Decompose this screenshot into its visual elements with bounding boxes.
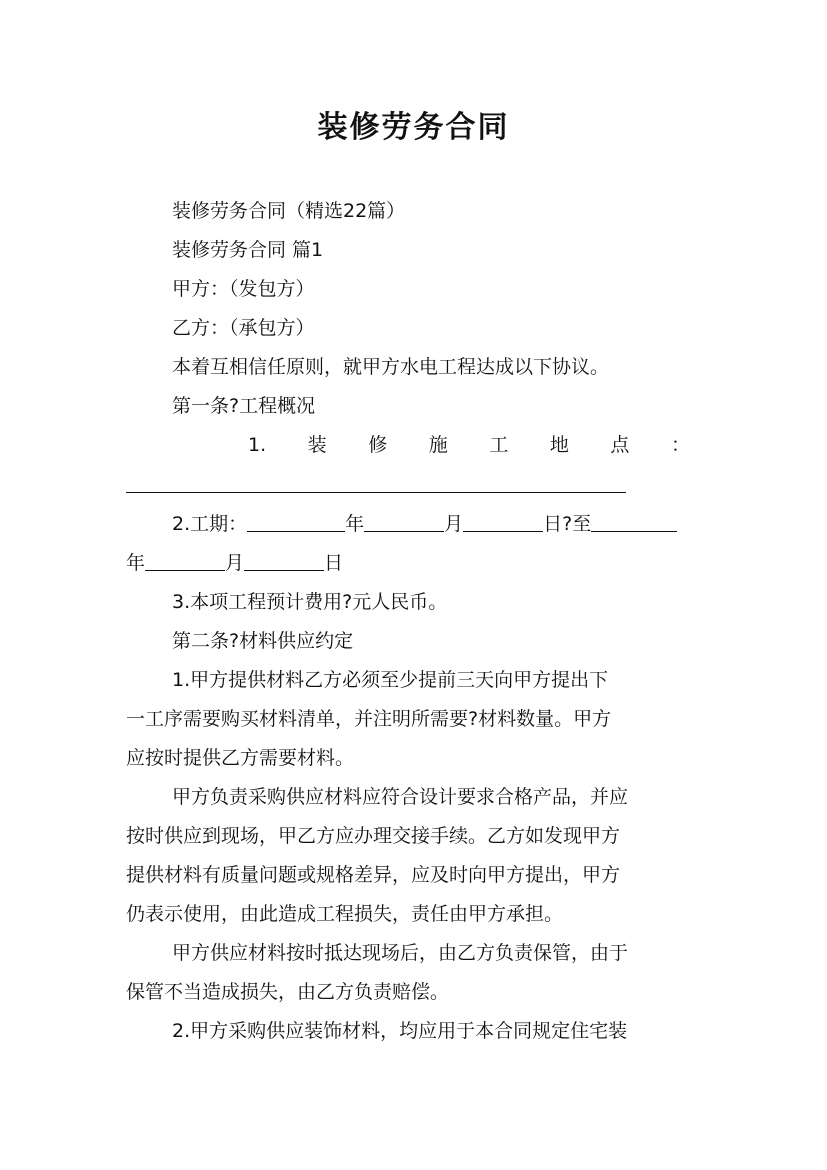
intro-line: 本着互相信任原则，就甲方水电工程达成以下协议。 [172, 356, 610, 378]
duration-line-2 [126, 548, 702, 578]
cost-line: 3.本项工程预计费用?元人民币。 [172, 591, 448, 613]
duration-label: 2.工期： [172, 513, 248, 535]
party-a-line: 甲方：（发包方） [172, 278, 315, 300]
site-word: 修 [368, 434, 388, 456]
site-word: 施 [428, 434, 448, 456]
year-label: 年 [126, 552, 146, 574]
site-blank [126, 466, 626, 493]
subtitle-line: 装修劳务合同（精选22篇） [172, 200, 406, 222]
paragraph-line: 保管不当造成损失，由乙方负责赔偿。 [126, 981, 450, 1003]
blank [463, 511, 543, 532]
site-word: ： [670, 434, 690, 456]
blank [244, 550, 324, 571]
site-word: 装 [307, 434, 327, 456]
document-title: 装修劳务合同 [317, 110, 510, 145]
paragraph-line: 2.甲方采购供应装饰材料，均应用于本合同规定住宅装 [172, 1020, 628, 1042]
construction-site-line [248, 430, 690, 460]
blank [591, 511, 677, 532]
paragraph-line: 仍表示使用，由此造成工程损失，责任由甲方承担。 [126, 903, 564, 925]
site-word: 1. [248, 434, 267, 456]
duration-line [172, 509, 702, 539]
paragraph-line: 提供材料有质量问题或规格差异，应及时向甲方提出，甲方 [126, 864, 621, 886]
blank [364, 511, 444, 532]
blank [145, 550, 225, 571]
day-to-label: 日?至 [543, 513, 592, 535]
article-two-heading: 第二条?材料供应约定 [172, 630, 354, 652]
month-label: 月 [444, 513, 464, 535]
party-b-line: 乙方：（承包方） [172, 317, 315, 339]
site-word: 工 [489, 434, 509, 456]
section-heading: 装修劳务合同 篇1 [172, 239, 324, 261]
paragraph-line: 甲方供应材料按时抵达现场后，由乙方负责保管，由于 [172, 942, 629, 964]
site-word: 点 [610, 434, 630, 456]
year-label: 年 [345, 513, 365, 535]
day-label: 日 [324, 552, 344, 574]
paragraph-line: 应按时提供乙方需要材料。 [126, 747, 355, 769]
paragraph-line: 一工序需要购买材料清单，并注明所需要?材料数量。甲方 [126, 708, 612, 730]
paragraph-line: 甲方负责采购供应材料应符合设计要求合格产品，并应 [172, 786, 629, 808]
paragraph-line: 按时供应到现场，甲乙方应办理交接手续。乙方如发现甲方 [126, 825, 621, 847]
site-word: 地 [549, 434, 569, 456]
month-label: 月 [225, 552, 245, 574]
blank [247, 511, 345, 532]
paragraph-line: 1.甲方提供材料乙方必须至少提前三天向甲方提出下 [172, 669, 609, 691]
article-one-heading: 第一条?工程概况 [172, 395, 316, 417]
